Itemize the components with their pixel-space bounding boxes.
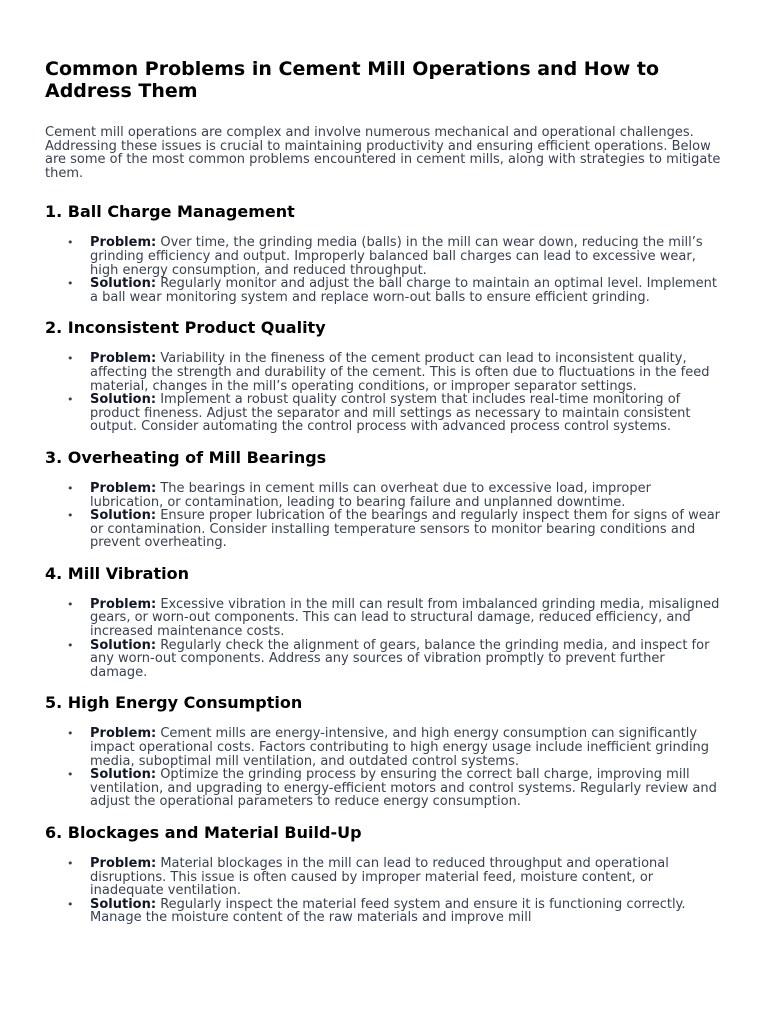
problem-text: The bearings in cement mills can overheat due to excessive load, improper lubrication, or contamination, leading to bearing failure and unplanned downtime. (90, 480, 651, 510)
solution-text: Implement a robust quality control system that includes real-time monitoring of product fineness. Adjust the separator and mill settings as necessary to maintain consistent output. Consider automating the control process with advanced process control systems. (90, 392, 691, 435)
section-list-ball-charge (45, 236, 725, 304)
section-list-vibration (45, 598, 725, 680)
solution-text: Optimize the grinding process by ensuring the correct ball charge, improving mill ventilation, and upgrading to energy-efficient motors and control systems. Regularly review and adjust the operational parameters to reduce energy consumption. (90, 767, 717, 810)
section-heading-product-quality: 2. Inconsistent Product Quality (45, 318, 326, 338)
solution-label: Solution: (90, 637, 157, 653)
section-list-blockages (45, 857, 725, 925)
problem-label: Problem: (90, 480, 157, 496)
solution-text: Regularly check the alignment of gears, balance the grinding media, and inspect for any worn-out components. Address any sources of vibration promptly to prevent further damage. (90, 637, 710, 680)
problem-item (45, 598, 725, 639)
section-heading-ball-charge: 1. Ball Charge Management (45, 202, 295, 222)
solution-label: Solution: (90, 896, 157, 912)
section-heading-energy: 5. High Energy Consumption (45, 693, 303, 713)
problem-label: Problem: (90, 351, 157, 367)
section-list-energy (45, 727, 725, 809)
solution-text: Ensure proper lubrication of the bearings and regularly inspect them for signs of wear or contamination. Consider installing temperature sensors to monitor bearing conditions and prevent overheating. (90, 508, 721, 551)
document-page (45, 58, 725, 925)
solution-item (45, 509, 725, 550)
intro-paragraph: Cement mill operations are complex and involve numerous mechanical and operational challenges. Addressing these issues is crucial to maintaining productivity and ensuring efficient operations. Below are some of the most common problems encountered in cement mills, along with strategies to mitigate them. (45, 125, 721, 181)
section-heading-bearings: 3. Overheating of Mill Bearings (45, 447, 327, 467)
problem-item (45, 236, 725, 277)
problem-label: Problem: (90, 726, 157, 742)
solution-label: Solution: (90, 767, 157, 783)
solution-label: Solution: (90, 392, 157, 408)
problem-text: Cement mills are energy-intensive, and high energy consumption can significantly impact operational costs. Factors contributing to high energy usage include inefficient grinding media, suboptimal mill ventilation, and outdated control systems. (90, 726, 710, 769)
solution-item (45, 393, 725, 434)
problem-label: Problem: (90, 856, 157, 871)
problem-item (45, 857, 725, 898)
problem-text: Variability in the fineness of the cement product can lead to inconsistent quality, affecting the strength and durability of the cement. This is often due to fluctuations in the feed material, changes in the mill’s operating conditions, or improper separator settings. (90, 351, 710, 394)
solution-label: Solution: (90, 276, 157, 292)
problem-label: Problem: (90, 235, 157, 251)
section-heading-blockages: 6. Blockages and Material Build-Up (45, 823, 362, 842)
solution-item (45, 768, 725, 809)
section-list-bearings (45, 482, 725, 550)
solution-text: Regularly inspect the material feed system and ensure it is functioning correctly. Manage the moisture content of the raw materials and improve mill (90, 896, 686, 926)
page-title: Common Problems in Cement Mill Operations and How to Address Them (45, 58, 660, 102)
problem-text: Material blockages in the mill can lead to reduced throughput and operational disruptions. This issue is often caused by improper material feed, moisture content, or inadequate ventilation. (90, 856, 669, 899)
solution-text: Regularly monitor and adjust the ball charge to maintain an optimal level. Implement a ball wear monitoring system and replace worn-out balls to ensure efficient grinding. (90, 276, 717, 305)
section-heading-vibration: 4. Mill Vibration (45, 563, 189, 583)
solution-item (45, 898, 725, 925)
solution-label: Solution: (90, 508, 157, 524)
problem-text: Over time, the grinding media (balls) in the mill can wear down, reducing the mill’s grinding efficiency and output. Improperly balanced ball charges can lead to excessive wear, high energy consumption, and reduced throughput. (90, 235, 703, 278)
solution-item (45, 639, 725, 680)
problem-item (45, 727, 725, 768)
problem-item (45, 482, 725, 509)
section-list-product-quality (45, 352, 725, 434)
problem-text: Excessive vibration in the mill can result from imbalanced grinding media, misaligned gears, or worn-out components. This can lead to structural damage, reduced efficiency, and increased maintenance costs. (90, 596, 720, 640)
problem-label: Problem: (90, 596, 157, 612)
problem-item (45, 352, 725, 393)
solution-item (45, 277, 725, 304)
